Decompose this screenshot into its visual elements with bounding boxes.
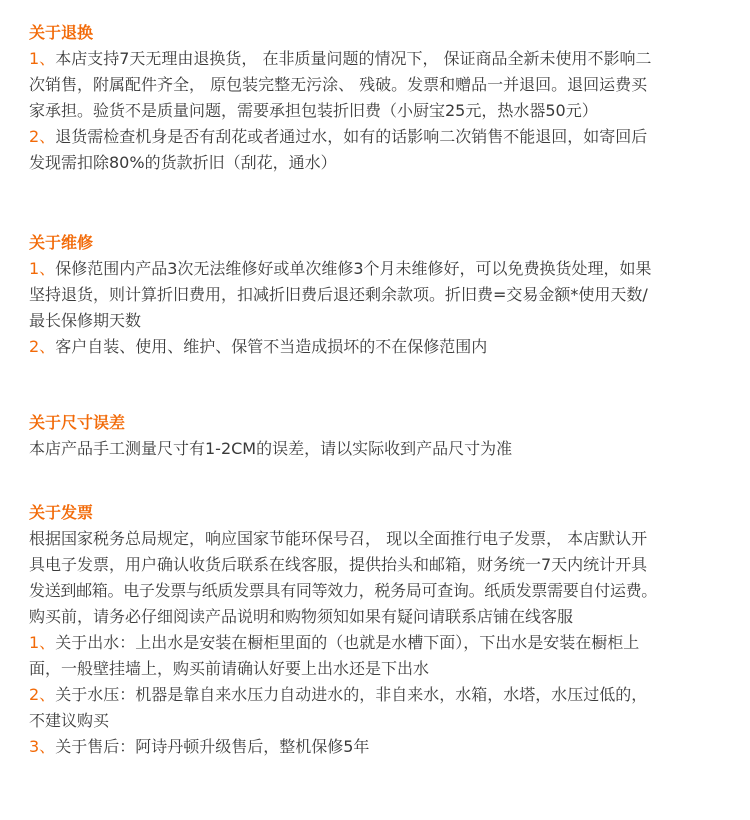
outlet-item1-line1: 1、关于出水：上出水是安装在橱柜里面的（也就是水槽下面），下出水是安装在橱柜上	[29, 630, 745, 656]
returns-item1-number: 1、	[29, 49, 56, 68]
pressure-item2-number: 2、	[29, 685, 56, 704]
repair-item2-line1: 2、客户自装、使用、维护、保管不当造成损坏的不在保修范围内	[29, 334, 745, 360]
size-section	[29, 410, 745, 462]
returns-item2-line1: 2、退货需检查机身是否有刮花或者通过水，如有的话影响二次销售不能退回，如寄回后	[29, 124, 745, 150]
repair-item1-line2: 坚持退货，则计算折旧费用，扣减折旧费后退还剩余款项。折旧费=交易金额*使用天数/	[29, 285, 648, 304]
invoice-line4: 购买前，请务必仔细阅读产品说明和购物须知如果有疑问请联系店铺在线客服	[29, 607, 574, 626]
size-heading: 关于尺寸误差	[29, 413, 126, 432]
returns-item1-line2: 次销售，附属配件齐全， 原包装完整无污涂、 残破。发票和赠品一并退回。退回运费买	[29, 75, 648, 94]
repair-section	[29, 230, 745, 360]
returns-item1-line1: 1、本店支持7天无理由退换货， 在非质量问题的情况下， 保证商品全新未使用不影响二	[29, 46, 745, 72]
returns-heading: 关于退换	[29, 23, 94, 42]
returns-item2-number: 2、	[29, 127, 56, 146]
returns-section	[29, 20, 745, 176]
outlet-item1-number: 1、	[29, 633, 56, 652]
invoice-line2: 具电子发票，用户确认收货后联系在线客服，提供抬头和邮箱，财务统一7天内统计开具	[29, 555, 648, 574]
invoice-section	[29, 500, 745, 760]
aftersales-item3-line1: 3、关于售后：阿诗丹顿升级售后，整机保修5年	[29, 734, 745, 760]
outlet-item1-line2: 面，一般壁挂墙上，购买前请确认好要上出水还是下出水	[29, 659, 430, 678]
pressure-item2-line2: 不建议购买	[29, 711, 110, 730]
returns-item1-line3: 家承担。验货不是质量问题，需要承担包装折旧费（小厨宝25元，热水器50元）	[29, 101, 598, 120]
aftersales-item3-number: 3、	[29, 737, 56, 756]
repair-item2-number: 2、	[29, 337, 56, 356]
size-line1: 本店产品手工测量尺寸有1-2CM的误差，请以实际收到产品尺寸为准	[29, 439, 513, 458]
invoice-heading: 关于发票	[29, 503, 94, 522]
repair-item1-number: 1、	[29, 259, 56, 278]
repair-heading: 关于维修	[29, 233, 94, 252]
repair-item1-line1: 1、保修范围内产品3次无法维修好或单次维修3个月未维修好，可以免费换货处理，如果	[29, 256, 745, 282]
pressure-item2-line1: 2、关于水压：机器是靠自来水压力自动进水的，非自来水，水箱，水塔，水压过低的，	[29, 682, 745, 708]
repair-item1-line3: 最长保修期天数	[29, 311, 142, 330]
invoice-line1: 根据国家税务总局规定，响应国家节能环保号召， 现以全面推行电子发票， 本店默认开	[29, 529, 648, 548]
returns-item2-line2: 发现需扣除80%的货款折旧（刮花，通水）	[29, 153, 337, 172]
invoice-line3: 发送到邮箱。电子发票与纸质发票具有同等效力，税务局可查询。纸质发票需要自付运费。	[29, 581, 658, 600]
